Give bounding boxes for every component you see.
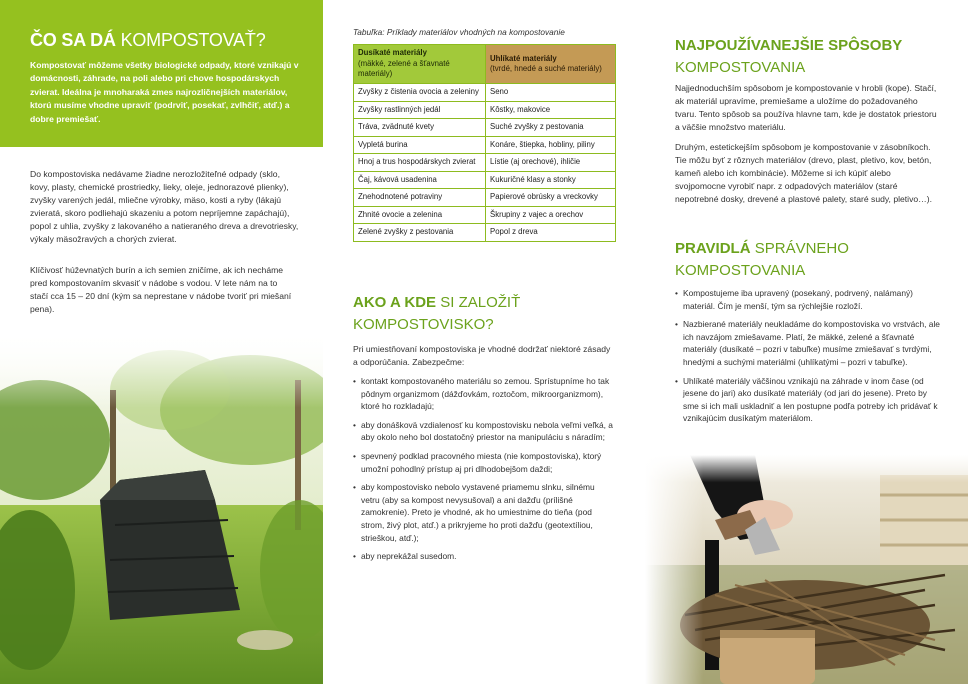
list-item: • aby neprekážal susedom.: [353, 550, 615, 563]
heap-paragraph: Najjednoduchším spôsobom je kompostovanie v hrobli (kope). Stačí, ak materiál upravíme, premiešame a uložíme do požadovaného tvaru. Tento spôsob sa používa hlavne tam, kde je dostatok priestoru a väčšie množstvo materiálu.: [675, 83, 937, 132]
table-row: [354, 189, 616, 207]
table-cell: Lístie (aj orechové), ihličie: [486, 154, 616, 172]
table-row: [354, 206, 616, 224]
methods-heading: [675, 35, 945, 79]
table-cell: Tráva, zvädnuté kvety: [354, 119, 486, 137]
table-row: [354, 119, 616, 137]
list-item: • Uhlíkaté materiály väčšinou vznikajú na záhrade v inom čase (od jesene do jari) ako dusíkaté materiály (od jari do jesene). Preto by sme si ich mali uskladniť a len postupne podľa potreby ich pridávať k vznikajúcim dusíkatým materiálom.: [675, 375, 945, 425]
garden-composter-photo: [0, 330, 323, 684]
nitrogen-header-sub: (mäkké, zelené a šťavnaté materiály): [358, 58, 450, 79]
excluded-waste-paragraph: Do kompostoviska nedávame žiadne nerozložiteľné odpady (sklo, kovy, plasty, chemické prostriedky, lieky, oleje, jednorazové plienky), zvyšky varených jedál, mliečne výrobky, mäso, kosti a ryby (lákajú zvieratá, skoro podliehajú skazeniu a potom nepríjemne zapáchajú), popol z uhlia, zvyšky z lakovaného a natieraného dreva a drevotriesky, výkaly mäsožravých a chorých zvierat.: [30, 169, 299, 244]
table-cell: Zhnité ovocie a zelenina: [354, 206, 486, 224]
carbon-header-sub: (tvrdé, hnedé a suché materiály): [490, 64, 602, 73]
list-item: • spevnený podklad pracovného miesta (nie kompostoviska), ktorý umožní pohodlný prístup aj pri dlhodobejšom daždi;: [353, 450, 615, 475]
left-heading-light: KOMPOSTOVAŤ?: [120, 30, 266, 50]
intro-text: Kompostovať môžeme všetky biologické odpady, ktoré vznikajú v domácnosti, záhrade, na poli alebo pri chove hospodárskych zvierat. Ideálna je mnoharaká zmes najrozličnejších materiálov, ktorú musíme vhodne upraviť (podrviť, posekať, zvlhčiť, atď.) a dobre premiešať.: [30, 60, 299, 124]
table-caption: Tabuľka: Príklady materiálov vhodných na kompostovanie: [353, 27, 565, 37]
table-row: [354, 84, 616, 102]
table-cell: Papierové obrúsky a vreckovky: [486, 189, 616, 207]
table-cell: Zvyšky z čistenia ovocia a zeleniny: [354, 84, 486, 102]
table-cell: Škrupiny z vajec a orechov: [486, 206, 616, 224]
nitrogen-header-title: Dusíkaté materiály: [358, 48, 427, 58]
intro-block: [0, 0, 323, 147]
table-row: [354, 136, 616, 154]
right-panel: [645, 0, 968, 684]
methods-heading-light: KOMPOSTOVANIA: [675, 59, 806, 76]
carbon-header: [486, 45, 616, 84]
composting-rules-list: [675, 287, 945, 431]
left-panel: [0, 0, 323, 684]
weed-paragraph: Klíčivosť húževnatých burín a ich semien zničíme, ak ich necháme pred kompostovaním skvasiť v nádobe s vodou. V lete nám na to stačí cca 15 – 20 dní (kým sa neprestane v nádobe tvoriť pri miešaní pena).: [30, 265, 292, 314]
list-item: • Nazbierané materiály neukladáme do kompostoviska vo vrstvách, ale ich navzájom zmiešavame. Platí, že mäkké, zelené a šťavnaté materiály (dusíkaté – pozri v tabuľke) musíme zmiešavať s tvrdými, hnedými a suchými materiálmi (uhlíkatými – pozri v tabuľke).: [675, 318, 945, 368]
middle-panel: [323, 0, 645, 684]
table-cell: Zelené zvyšky z pestovania: [354, 224, 486, 242]
table-cell: Zvyšky rastlinných jedál: [354, 101, 486, 119]
site-heading: [353, 292, 623, 336]
table-cell: Seno: [486, 84, 616, 102]
container-paragraph: Druhým, estetickejším spôsobom je kompostovanie v zásobníkoch. Tie môžu byť z rôznych materiálov (drevo, plast, pletivo, kov, betón, kameň alebo ich kombinácie). Môžeme si ich kúpiť alebo svojpomocne vyrobiť napr. z odpadových materiálov (staré nepotrebné dosky, drevené a plastové palety, staré sudy, pletivo…).: [675, 142, 933, 204]
list-item: • aby donáškovä vzdialenosť ku kompostovisku nebola veľmi veľká, a aby okolo neho bol dostatočný priestor na manipuláciu s náradím;: [353, 419, 615, 444]
branch-chopping-photo: [645, 455, 968, 684]
left-heading: [30, 30, 266, 51]
left-heading-bold: ČO SA DÁ: [30, 30, 116, 50]
site-intro: Pri umiestňovaní kompostoviska je vhodné dodržať niektoré zásady a odporúčania. Zabezpečme:: [353, 344, 611, 367]
carbon-header-title: Uhlíkaté materiály: [490, 53, 557, 63]
rules-heading-light: SPRÁVNEHO KOMPOSTOVANIA: [675, 240, 849, 279]
table-row: [354, 171, 616, 189]
site-heading-bold: AKO A KDE: [353, 294, 437, 311]
table-cell: Kukuričné klasy a stonky: [486, 171, 616, 189]
table-row: [354, 154, 616, 172]
rules-heading: [675, 238, 945, 282]
table-cell: Hnoj a trus hospodárskych zvierat: [354, 154, 486, 172]
methods-heading-bold: NAJPOUŽÍVANEJŠIE SPÔSOBY: [675, 37, 903, 54]
table-cell: Znehodnotené potraviny: [354, 189, 486, 207]
table-cell: Čaj, kávová usadenina: [354, 171, 486, 189]
materials-table: [353, 44, 616, 242]
table-cell: Suché zvyšky z pestovania: [486, 119, 616, 137]
site-heading-light: SI ZALOŽIŤ KOMPOSTOVISKO?: [353, 294, 521, 333]
table-cell: Konáre, štiepka, hobliny, piliny: [486, 136, 616, 154]
nitrogen-header: [354, 45, 486, 84]
list-item: • aby kompostovisko nebolo vystavené priamemu slnku, silnému vetru (aby sa kompost nevysušoval) a ani dažďu (prílišné zamokrenie). Preto je vhodné, ak ho umiestnime do tieňa (pod strom, živý plot, atď.) a prikryjeme ho proti dažďu (geotextíliou, strieškou, atď.);: [353, 481, 615, 544]
table-row: [354, 101, 616, 119]
rules-heading-bold: PRAVIDLÁ: [675, 240, 751, 257]
list-item: • kontakt kompostovaného materiálu so zemou. Sprístupníme ho tak pôdnym organizmom (dážďovkám, roztočom, mikroorganizmom), ktoré ho rozkladajú;: [353, 375, 615, 413]
table-row: [354, 224, 616, 242]
table-cell: Kôstky, makovice: [486, 101, 616, 119]
site-rules-list: [353, 375, 615, 569]
list-item: • Kompostujeme iba upravený (posekaný, podrvený, nalámaný) materiál. Čím je menší, tým sa rýchlejšie rozloží.: [675, 287, 945, 312]
table-cell: Popol z dreva: [486, 224, 616, 242]
table-cell: Vypletá burina: [354, 136, 486, 154]
